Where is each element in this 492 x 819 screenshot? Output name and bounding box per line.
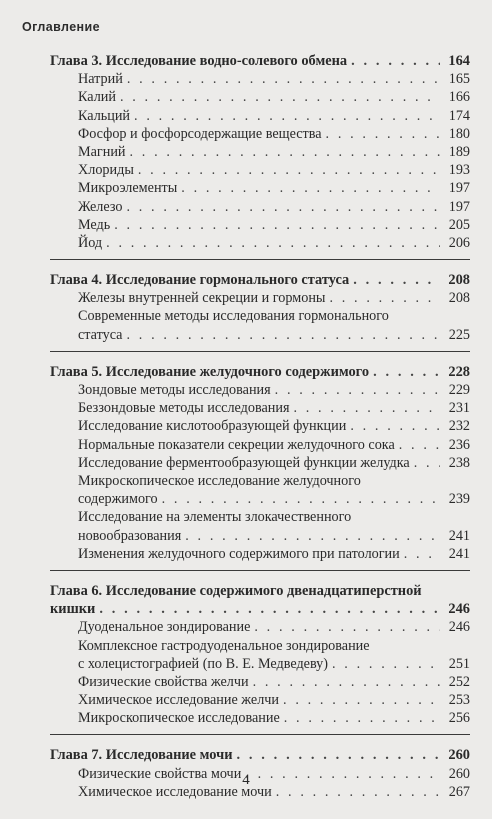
leader-dots	[120, 88, 440, 106]
leader-dots	[138, 161, 440, 179]
page-ref: 232	[448, 418, 470, 435]
page-ref: 252	[448, 673, 470, 690]
entry-title-first-line: Комплексное гастродуоденальное зондирование	[78, 637, 370, 654]
entry-title: Изменения желудочного содержимого при патологии	[78, 545, 400, 562]
leader-dots	[275, 381, 440, 399]
leader-dots	[326, 125, 440, 143]
toc-entry	[50, 655, 470, 673]
leader-dots	[350, 417, 440, 435]
entry-title: Микроскопическое исследование	[78, 710, 280, 727]
chapter-5	[50, 363, 470, 571]
toc-entry	[50, 381, 470, 399]
toc-entry	[50, 490, 470, 508]
chapter-title-first-line: Глава 6. Исследование содержимого двенадцатиперстной	[50, 582, 422, 599]
leader-dots	[373, 363, 440, 381]
entry-title: Беззондовые методы исследования	[78, 400, 290, 417]
entry-title: новообразования	[78, 527, 182, 544]
page-ref: 205	[448, 216, 470, 233]
toc-entry	[50, 709, 470, 727]
entry-title: Физические свойства желчи	[78, 673, 249, 690]
leader-dots	[332, 655, 440, 673]
entry-title: Кальций	[78, 107, 131, 124]
leader-dots	[162, 490, 440, 508]
leader-dots	[254, 618, 440, 636]
page-ref: 253	[448, 692, 470, 709]
leader-dots	[329, 289, 440, 307]
entry-title: Железы внутренней секреции и гормоны	[78, 290, 326, 307]
leader-dots	[293, 399, 440, 417]
chapter-heading	[50, 271, 470, 289]
toc-entry	[50, 545, 470, 563]
page-ref: 241	[448, 527, 470, 544]
page-ref: 256	[448, 710, 470, 727]
toc-entry	[50, 125, 470, 143]
page-ref: 260	[448, 747, 470, 764]
page-ref: 197	[448, 198, 470, 215]
page-ref: 267	[448, 783, 470, 800]
chapter-6	[50, 582, 470, 736]
leader-dots	[284, 709, 440, 727]
chapter-heading	[50, 52, 470, 70]
leader-dots	[253, 673, 440, 691]
entry-title: Микроэлементы	[78, 180, 178, 197]
entry-title: Калий	[78, 89, 116, 106]
entry-title: с холецистографией (по В. Е. Медведеву)	[78, 655, 329, 672]
leader-dots	[185, 527, 440, 545]
chapter-title: Глава 3. Исследование водно-солевого обмена	[50, 53, 348, 69]
chapter-title: Глава 5. Исследование желудочного содержимого	[50, 363, 370, 380]
toc-entry	[50, 161, 470, 179]
toc-entry	[50, 289, 470, 307]
leader-dots	[99, 600, 440, 618]
page-ref: 238	[448, 454, 470, 471]
toc-entry	[50, 691, 470, 709]
chapter-3	[50, 52, 470, 260]
toc-entry	[50, 618, 470, 636]
page-ref: 208	[448, 290, 470, 307]
toc-entry	[50, 107, 470, 125]
page-ref: 229	[448, 382, 470, 399]
chapter-title: Глава 7. Исследование мочи	[50, 747, 233, 764]
page-ref: 164	[448, 53, 470, 69]
toc-entry	[50, 527, 470, 545]
page-ref: 246	[448, 601, 470, 618]
toc-entry	[50, 673, 470, 691]
leader-dots	[404, 545, 440, 563]
leader-dots	[106, 234, 440, 252]
table-of-contents	[50, 52, 470, 819]
entry-title: Физические свойства мочи	[78, 765, 242, 782]
entry-title: Исследование кислотообразующей функции	[78, 418, 347, 435]
toc-entry	[50, 234, 470, 252]
entry-title-first-line: Исследование на элементы злокачественного	[78, 509, 352, 526]
leader-dots	[130, 143, 440, 161]
toc-entry	[50, 88, 470, 106]
chapter-heading	[50, 746, 470, 764]
page-ref: 174	[448, 107, 470, 124]
entry-title: содержимого	[78, 491, 158, 508]
toc-entry	[50, 216, 470, 234]
page-ref: 225	[448, 326, 470, 343]
page-ref: 206	[448, 234, 470, 251]
page-ref: 239	[448, 491, 470, 508]
entry-title: Зондовые методы исследования	[78, 382, 271, 399]
page-ref: 197	[448, 180, 470, 197]
entry-title: Йод	[78, 234, 103, 251]
leader-dots	[134, 107, 440, 125]
toc-entry	[50, 198, 470, 216]
chapter-heading	[50, 363, 470, 381]
page-ref: 260	[448, 765, 470, 782]
toc-entry	[50, 417, 470, 435]
page-ref: 166	[448, 89, 470, 106]
entry-title: Фосфор и фосфорсодержащие вещества	[78, 125, 322, 142]
page-ref: 180	[448, 125, 470, 142]
page-ref: 189	[448, 143, 470, 160]
page-ref: 251	[448, 655, 470, 672]
toc-entry	[50, 436, 470, 454]
page-ref: 231	[448, 400, 470, 417]
entry-title-first-line: Современные методы исследования гормонального	[78, 308, 389, 325]
entry-title: Химическое исследование мочи	[78, 783, 272, 800]
leader-dots	[414, 454, 440, 472]
chapter-heading	[50, 600, 470, 618]
page-ref: 208	[448, 272, 470, 289]
entry-title: Нормальные показатели секреции желудочного сока	[78, 436, 395, 453]
toc-entry	[50, 326, 470, 344]
leader-dots	[114, 216, 440, 234]
entry-title: Хлориды	[78, 162, 134, 179]
leader-dots	[351, 52, 440, 70]
entry-title: Дуоденальное зондирование	[78, 619, 251, 636]
chapter-title: кишки	[50, 601, 96, 618]
entry-title: Химическое исследование желчи	[78, 692, 280, 709]
chapter-4	[50, 271, 470, 352]
page-ref: 241	[448, 545, 470, 562]
toc-entry	[50, 454, 470, 472]
leader-dots	[127, 70, 440, 88]
toc-entry	[50, 399, 470, 417]
leader-dots	[237, 746, 441, 764]
entry-title: Исследование ферментообразующей функции желудка	[78, 454, 410, 471]
entry-title: Железо	[78, 198, 123, 215]
page-ref: 193	[448, 162, 470, 179]
leader-dots	[126, 326, 440, 344]
page-number: 4	[242, 772, 250, 788]
leader-dots	[399, 436, 440, 454]
page-ref: 228	[448, 363, 470, 380]
page-header: Оглавление	[22, 20, 100, 34]
chapter-title: Глава 4. Исследование гормонального статуса	[50, 272, 350, 289]
entry-title: Натрий	[78, 71, 123, 88]
toc-entry	[50, 143, 470, 161]
toc-entry	[50, 179, 470, 197]
page-ref: 165	[448, 71, 470, 88]
page-ref: 236	[448, 436, 470, 453]
entry-title-first-line: Микроскопическое исследование желудочного	[78, 472, 361, 489]
leader-dots	[353, 271, 440, 289]
page-ref: 246	[448, 619, 470, 636]
leader-dots	[181, 179, 440, 197]
entry-title: Магний	[78, 143, 126, 160]
entry-title: Медь	[78, 216, 111, 233]
toc-entry	[50, 70, 470, 88]
leader-dots	[126, 198, 440, 216]
entry-title: статуса	[78, 326, 123, 343]
leader-dots	[283, 691, 440, 709]
